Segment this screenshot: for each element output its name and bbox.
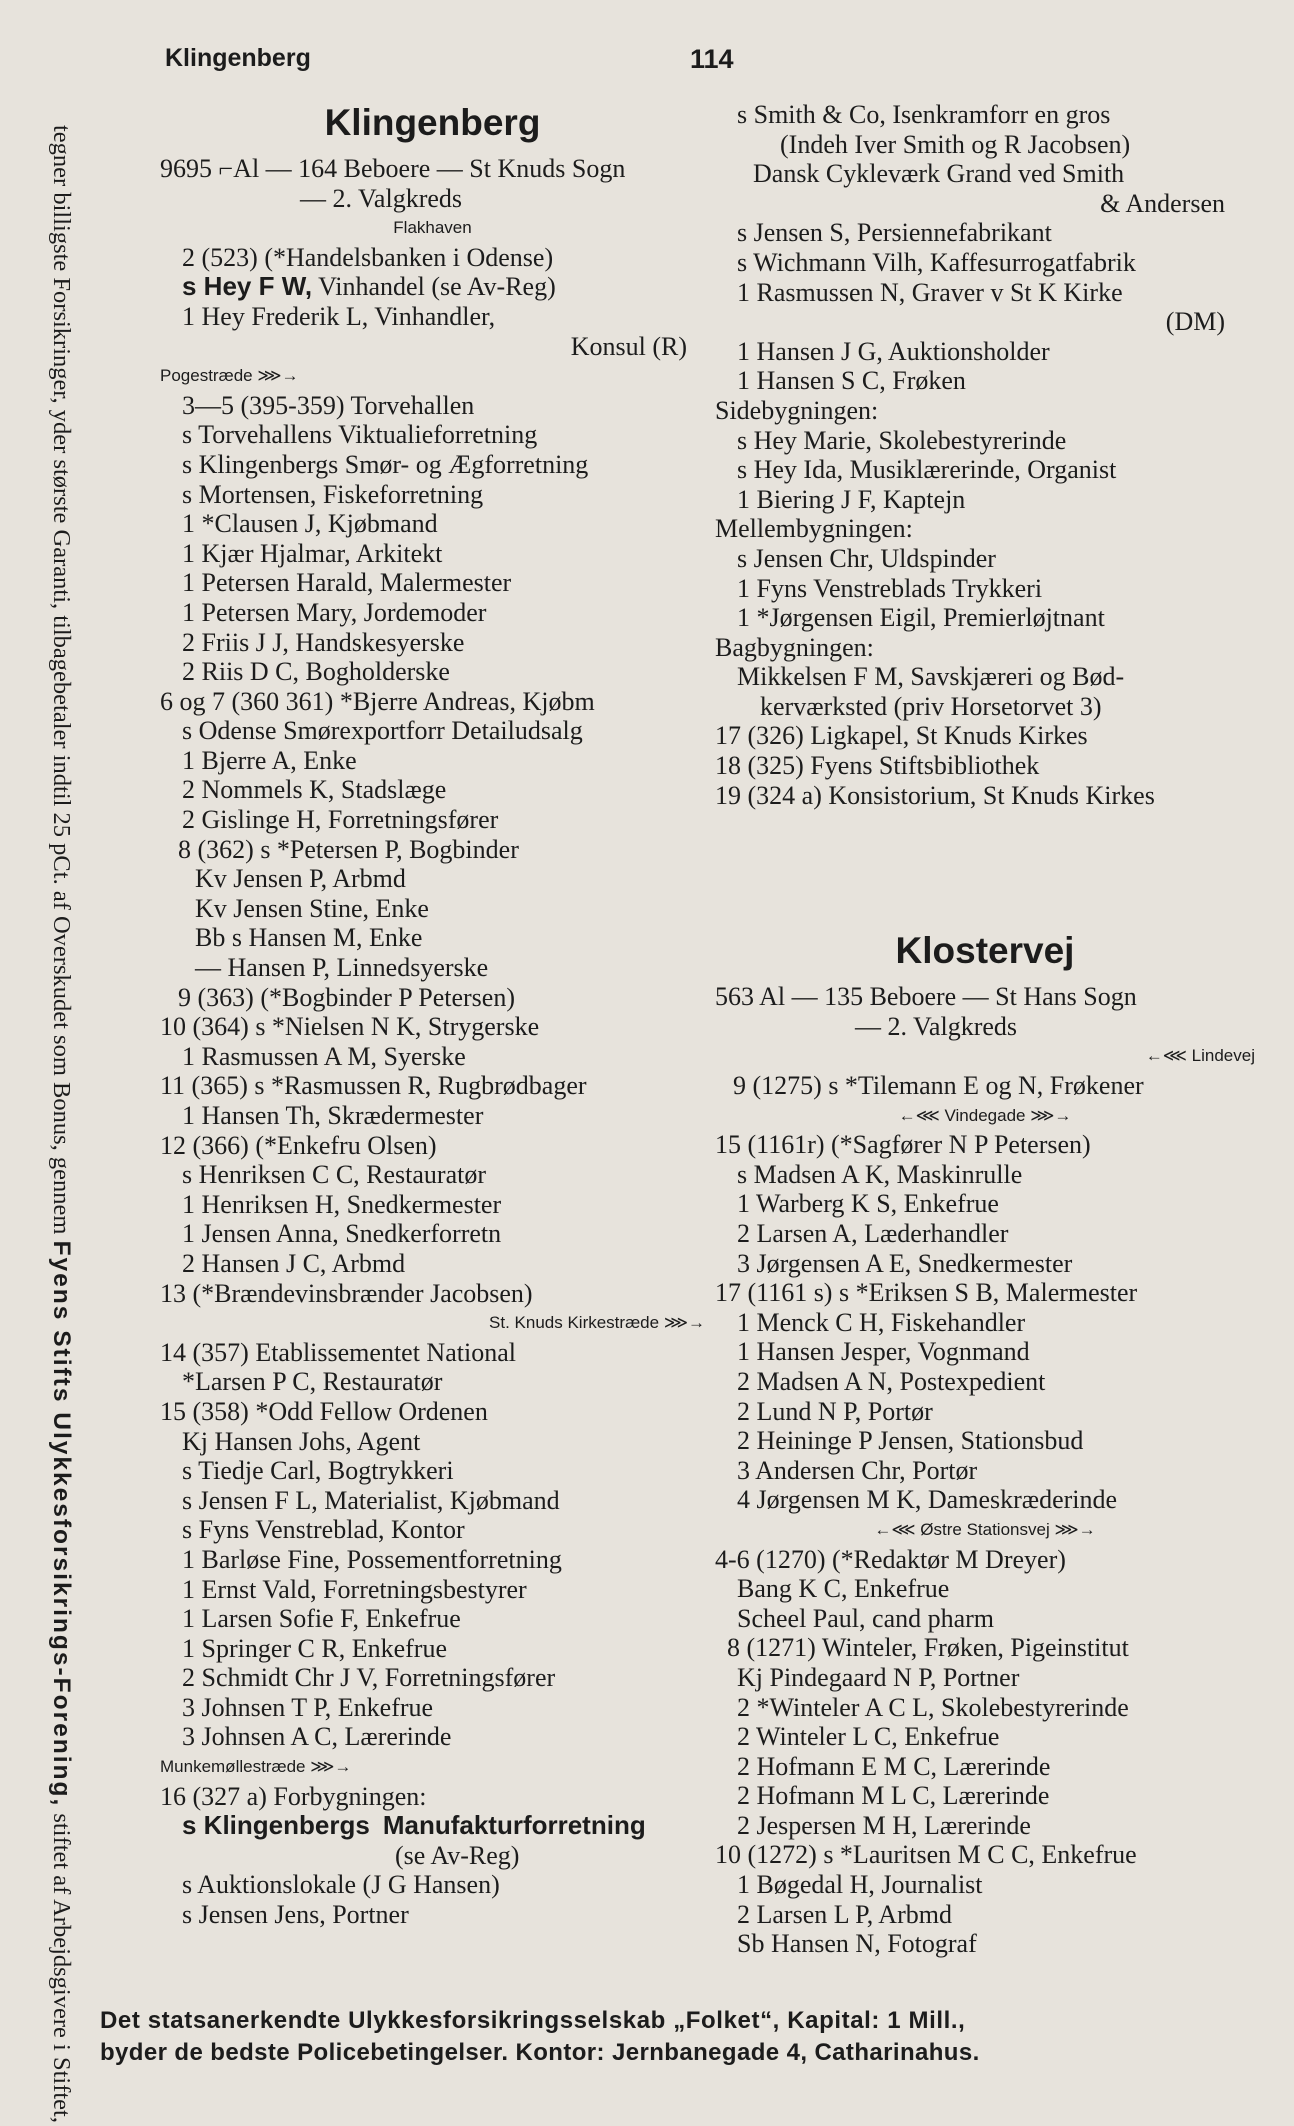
directory-entry: Kj Hansen Johs, Agent <box>182 1426 421 1456</box>
directory-entry: 2 Gislinge H, Forretningsfører <box>182 805 499 835</box>
directory-entry: 1 Warberg K S, Enkefrue <box>737 1189 999 1219</box>
directory-entry: s Jensen Jens, Portner <box>182 1900 409 1930</box>
directory-entry: Sb Hansen N, Fotograf <box>737 1929 977 1959</box>
directory-entry-cont: (Indeh Iver Smith og R Jacobsen) <box>780 129 1131 159</box>
directory-entry: 14 (357) Etablissementet National <box>160 1337 516 1367</box>
side-advertisement <box>42 125 81 2123</box>
directory-entry: *Larsen P C, Restauratør <box>182 1367 443 1397</box>
directory-entry: 2 Larsen L P, Arbmd <box>737 1899 952 1929</box>
directory-entry: Bang K C, Enkefrue <box>737 1574 950 1604</box>
cross-street: Pogestræde ⋙→ <box>160 366 299 386</box>
directory-entry: 1 Rasmussen N, Graver v St K Kirke <box>737 277 1123 307</box>
directory-entry: 3 Andersen Chr, Portør <box>737 1455 978 1485</box>
side-ad-text-1: tegner billigste Forsikringer, yder største Garanti, tilbagebetaler indtil 25 pCt. af Overskudet som Bonus, gennem <box>48 125 75 1235</box>
directory-entry: s Wichmann Vilh, Kaffesurrogatfabrik <box>737 247 1136 277</box>
directory-entry: 1 Fyns Venstreblads Trykkeri <box>737 573 1043 603</box>
street-summary-cont: — 2. Valgkreds <box>855 1011 1018 1041</box>
cross-street: Munkemøllestræde ⋙→ <box>160 1757 352 1777</box>
directory-entry: s Hey Marie, Skolebestyrerinde <box>737 425 1067 455</box>
footer-line-1: Det statsanerkendte Ulykkesforsikringsselskab „Folket“, Kapital: 1 Mill., <box>100 2007 966 2034</box>
section-label: Sidebygningen: <box>715 395 879 425</box>
footer-line-2: byder de bedste Policebetingelser. Kontor: Jernbanegade 4, Catharinahus. <box>100 2039 980 2066</box>
directory-entry: s Henriksen C C, Restauratør <box>182 1160 487 1190</box>
directory-entry: 1 Menck C H, Fiskehandler <box>737 1307 1026 1337</box>
directory-entry: 1 Petersen Mary, Jordemoder <box>182 597 487 627</box>
section-label: Mellembygningen: <box>715 514 913 544</box>
directory-entry: Dansk Cykleværk Grand ved Smith <box>753 159 1125 189</box>
directory-entry: 2 Larsen A, Læderhandler <box>737 1219 1009 1248</box>
directory-entry: s Madsen A K, Maskinrulle <box>737 1159 1023 1189</box>
directory-entry: Kv Jensen Stine, Enke <box>195 893 429 923</box>
directory-entry: 2 Friis J J, Handskesyerske <box>182 627 465 657</box>
directory-entry: 4 Jørgensen M K, Dameskræderinde <box>737 1485 1118 1515</box>
directory-entry: Scheel Paul, cand pharm <box>737 1603 995 1633</box>
directory-entry: 15 (1161r) (*Sagfører N P Petersen) <box>715 1130 1091 1160</box>
directory-entry: s Odense Smørexportforr Detailudsalg <box>182 716 583 746</box>
directory-entry: s Jensen F L, Materialist, Kjøbmand <box>182 1485 560 1515</box>
directory-entry: 2 Nommels K, Stadslæge <box>182 775 447 805</box>
directory-entry: 1 Larsen Sofie F, Enkefrue <box>182 1604 461 1634</box>
directory-entry: s Smith & Co, Isenkramforr en gros <box>737 100 1111 129</box>
directory-entry: 1 *Jørgensen Eigil, Premierløjtnant <box>737 603 1105 633</box>
directory-entry: 2 (523) (*Handelsbanken i Odense) <box>182 242 554 272</box>
directory-entry: s Klingenbergs Manufakturforretning <box>182 1810 646 1841</box>
directory-entry: 2 Heininge P Jensen, Stationsbud <box>737 1426 1084 1456</box>
directory-entry: 2 Winteler L C, Enkefrue <box>737 1722 1000 1752</box>
street-title-klingenberg: Klingenberg <box>324 102 541 143</box>
footer-advertisement <box>100 2005 1280 2069</box>
directory-entry: 18 (325) Fyens Stiftsbibliothek <box>715 751 1040 781</box>
street-summary: 563 Al — 135 Beboere — St Hans Sogn <box>715 982 1137 1012</box>
directory-entry: 1 Barløse Fine, Possementforretning <box>182 1544 562 1574</box>
directory-entry-cont: Konsul (R) <box>570 331 687 361</box>
cross-street: St. Knuds Kirkestræde ⋙→ <box>489 1313 705 1333</box>
directory-entry: 8 (362) s *Petersen P, Bogbinder <box>178 834 519 864</box>
directory-entry: 3—5 (395-359) Torvehallen <box>182 390 475 420</box>
directory-entry: 2 Hansen J C, Arbmd <box>182 1248 406 1278</box>
directory-entry: 17 (1161 s) s *Eriksen S B, Malermester <box>715 1278 1138 1308</box>
directory-entry: 2 Madsen A N, Postexpedient <box>737 1366 1046 1396</box>
directory-entry: s Jensen S, Persiennefabrikant <box>737 218 1052 248</box>
directory-entry: 1 Henriksen H, Snedkermester <box>182 1189 502 1219</box>
cross-street: ←⋘ Lindevej <box>1145 1046 1255 1066</box>
directory-entry: 9 (1275) s *Tilemann E og N, Frøkener <box>733 1071 1144 1101</box>
directory-entry: 19 (324 a) Konsistorium, St Knuds Kirkes <box>715 780 1155 810</box>
directory-entry: 1 Hansen S C, Frøken <box>737 366 966 396</box>
directory-entry: Kj Pindegaard N P, Portner <box>737 1662 1020 1692</box>
directory-entry: s Mortensen, Fiskeforretning <box>182 479 484 509</box>
directory-entry: 3 Jørgensen A E, Snedkermester <box>737 1248 1073 1278</box>
directory-entry: 1 Springer C R, Enkefrue <box>182 1633 448 1663</box>
directory-entry: 1 Hansen Th, Skrædermester <box>182 1101 484 1130</box>
directory-entry: 13 (*Brændevinsbrænder Jacobsen) <box>160 1278 533 1308</box>
directory-entry: 1 Bøgedal H, Journalist <box>737 1870 983 1900</box>
directory-entry: 17 (326) Ligkapel, St Knuds Kirkes <box>715 721 1088 751</box>
directory-entry: 1 Hansen Jesper, Vognmand <box>737 1337 1030 1367</box>
directory-entry: s Tiedje Carl, Bogtrykkeri <box>182 1456 454 1486</box>
directory-entry: s Auktionslokale (J G Hansen) <box>182 1870 500 1900</box>
street-summary: 9695 ⌐Al — 164 Beboere — St Knuds Sogn <box>160 154 626 183</box>
directory-entry: s Torvehallens Viktualieforretning <box>182 420 538 450</box>
entry-detail: Vinhandel (se Av-Reg) <box>318 272 556 302</box>
running-head: Klingenberg <box>165 44 311 72</box>
directory-entry: s Jensen Chr, Uldspinder <box>737 543 996 573</box>
directory-entry: 3 Johnsen A C, Lærerinde <box>182 1722 452 1752</box>
directory-entry: 2 Jespersen M H, Lærerinde <box>737 1810 1031 1840</box>
page-number: 114 <box>690 44 734 74</box>
street-title-klostervej: Klostervej <box>895 930 1075 972</box>
directory-entry: 16 (327 a) Forbygningen: <box>160 1781 427 1811</box>
directory-entry-cont: (se Av-Reg) <box>395 1840 520 1870</box>
directory-entry: 3 Johnsen T P, Enkefrue <box>182 1692 434 1722</box>
directory-entry: 1 Ernst Vald, Forretningsbestyrer <box>182 1574 527 1604</box>
directory-entry: 2 Riis D C, Bogholderske <box>182 657 450 687</box>
cross-street: ←⋘ Vindegade ⋙→ <box>898 1105 1072 1125</box>
right-column <box>715 100 1255 1959</box>
section-label: Bagbygningen: <box>715 632 874 662</box>
directory-entry: 2 Hofmann E M C, Lærerinde <box>737 1751 1051 1781</box>
directory-entry: 1 Bjerre A, Enke <box>182 745 357 775</box>
directory-entry: 4-6 (1270) (*Redaktør M Dreyer) <box>715 1544 1066 1574</box>
directory-entry: Bb s Hansen M, Enke <box>195 923 423 953</box>
directory-entry: 1 Biering J F, Kaptejn <box>737 484 966 514</box>
directory-entry: 1 Hey Frederik L, Vinhandler, <box>182 301 496 331</box>
directory-entry: 8 (1271) Winteler, Frøken, Pigeinstitut <box>727 1633 1129 1663</box>
directory-entry: — Hansen P, Linnedsyerske <box>195 953 489 983</box>
directory-entry: 1 Rasmussen A M, Syerske <box>182 1041 466 1071</box>
directory-entry: 2 Lund N P, Portør <box>737 1396 933 1426</box>
street-summary-cont: — 2. Valgkreds <box>300 183 463 213</box>
cross-street: ←⋘ Østre Stationsvej ⋙→ <box>874 1519 1096 1539</box>
cross-street: Flakhaven <box>393 218 472 238</box>
column-spacer <box>715 810 1255 928</box>
directory-entry: s Hey Ida, Musiklærerinde, Organist <box>737 455 1117 485</box>
directory-entry: 2 Hofmann M L C, Lærerinde <box>737 1781 1050 1811</box>
directory-entry-cont: & Andersen <box>1100 188 1225 218</box>
directory-entry: 1 Hansen J G, Auktionsholder <box>737 336 1050 366</box>
directory-entry: 10 (1272) s *Lauritsen M C C, Enkefrue <box>715 1840 1137 1870</box>
directory-entry: 6 og 7 (360 361) *Bjerre Andreas, Kjøbm <box>160 686 595 716</box>
directory-entry: 11 (365) s *Rasmussen R, Rugbrødbager <box>160 1071 587 1101</box>
side-ad-company: Fyens Stifts Ulykkesforsikrings-Forening, <box>48 1240 75 1808</box>
side-ad-text-2: stiftet af Arbejdsgivere i Stiftet, <box>48 1813 75 2123</box>
directory-entry: 10 (364) s *Nielsen N K, Strygerske <box>160 1012 540 1042</box>
left-column <box>160 100 705 1930</box>
directory-entry: 1 *Clausen J, Kjøbmand <box>182 509 438 539</box>
directory-entry: 2 Schmidt Chr J V, Forretningsfører <box>182 1663 556 1693</box>
directory-entry-cont: kerværksted (priv Horsetorvet 3) <box>760 691 1102 721</box>
directory-entry: 12 (366) (*Enkefru Olsen) <box>160 1130 437 1160</box>
directory-entry: s Klingenbergs Smør- og Ægforretning <box>182 449 589 479</box>
directory-entry: 1 Jensen Anna, Snedkerforretn <box>182 1219 502 1249</box>
directory-entry: 2 *Winteler A C L, Skolebestyrerinde <box>737 1692 1129 1722</box>
directory-entry: 1 Kjær Hjalmar, Arkitekt <box>182 538 443 568</box>
directory-entry: 15 (358) *Odd Fellow Ordenen <box>160 1396 488 1426</box>
directory-entry: Kv Jensen P, Arbmd <box>195 864 406 894</box>
directory-entry: 9 (363) (*Bogbinder P Petersen) <box>178 982 515 1012</box>
directory-entry-cont: (DM) <box>1165 307 1225 337</box>
directory-entry: s Fyns Venstreblad, Kontor <box>182 1515 465 1545</box>
directory-entry: Mikkelsen F M, Savskjæreri og Bød- <box>737 662 1125 692</box>
directory-entry: s Hey F W, Vinhandel (se Av-Reg) <box>182 271 556 302</box>
directory-entry: 1 Petersen Harald, Malermester <box>182 568 512 598</box>
